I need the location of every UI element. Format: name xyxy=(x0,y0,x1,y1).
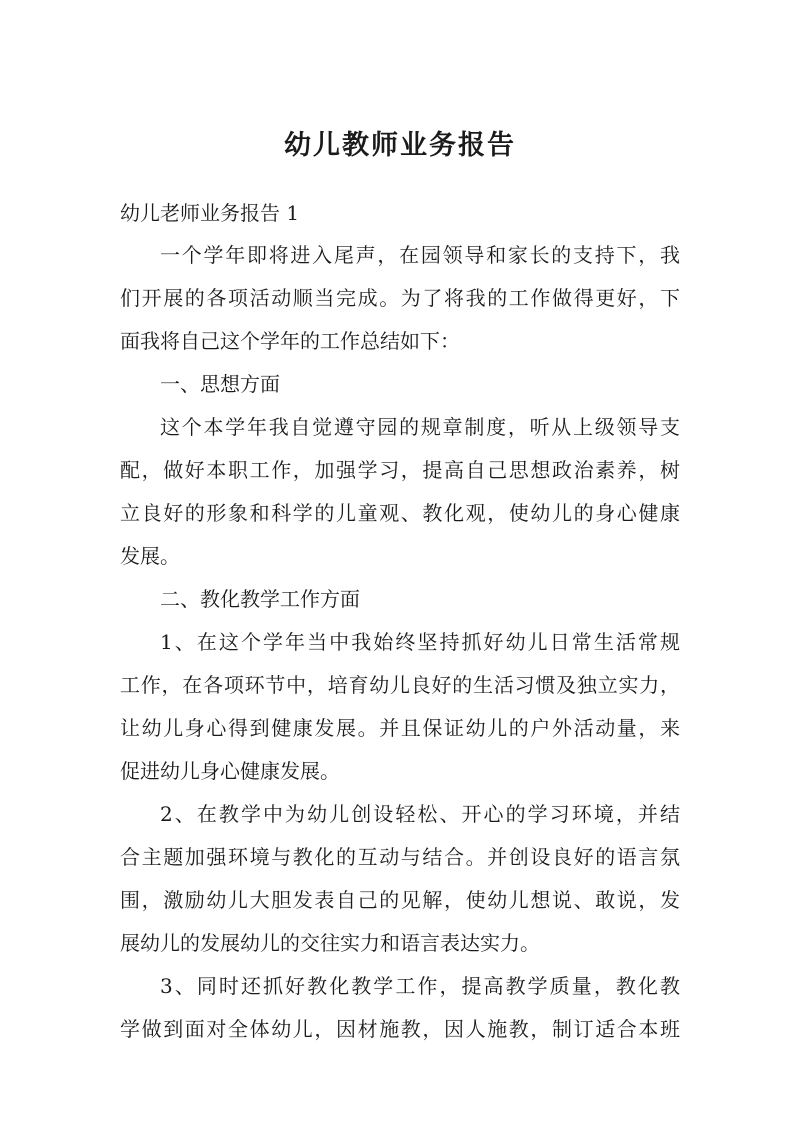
paragraph-4-line-4: 展幼儿的发展幼儿的交往实力和语言表达实力。 xyxy=(120,931,540,955)
paragraph-4-line-2: 合主题加强环境与教化的互动与结合。并创设良好的语言氛 xyxy=(120,845,680,869)
paragraph-5-line-2: 学做到面对全体幼儿，因材施教，因人施教，制订适合本班 xyxy=(120,1017,680,1041)
paragraph-4-line-3: 围，激励幼儿大胆发表自己的见解，使幼儿想说、敢说，发 xyxy=(120,888,680,912)
paragraph-3-line-3: 让幼儿身心得到健康发展。并且保证幼儿的户外活动量，来 xyxy=(120,716,680,740)
document-title: 幼儿教师业务报告 xyxy=(284,130,516,161)
section-2-heading: 二、教化教学工作方面 xyxy=(160,587,360,611)
section-1-heading: 一、思想方面 xyxy=(160,372,280,396)
paragraph-1-line-1: 一个学年即将进入尾声，在园领导和家长的支持下，我 xyxy=(160,243,680,267)
paragraph-1-line-3: 面我将自己这个学年的工作总结如下： xyxy=(120,329,460,353)
paragraph-4-line-1: 2、在教学中为幼儿创设轻松、开心的学习环境，并结 xyxy=(160,802,680,826)
paragraph-5-line-1: 3、同时还抓好教化教学工作，提高教学质量，教化教 xyxy=(160,974,680,998)
paragraph-3-line-1: 1、在这个学年当中我始终坚持抓好幼儿日常生活常规 xyxy=(160,630,680,654)
paragraph-2-line-2: 配，做好本职工作，加强学习，提高自己思想政治素养，树 xyxy=(120,458,680,482)
document-subtitle: 幼儿老师业务报告 1 xyxy=(120,201,300,225)
paragraph-2-line-3: 立良好的形象和科学的儿童观、教化观，使幼儿的身心健康 xyxy=(120,501,680,525)
paragraph-3-line-4: 促进幼儿身心健康发展。 xyxy=(120,759,340,783)
paragraph-2-line-1: 这个本学年我自觉遵守园的规章制度，听从上级领导支 xyxy=(160,415,680,439)
paragraph-1-line-2: 们开展的各项活动顺当完成。为了将我的工作做得更好，下 xyxy=(120,286,680,310)
paragraph-3-line-2: 工作，在各项环节中，培育幼儿良好的生活习惯及独立实力， xyxy=(120,673,680,697)
paragraph-2-line-4: 发展。 xyxy=(120,544,180,568)
